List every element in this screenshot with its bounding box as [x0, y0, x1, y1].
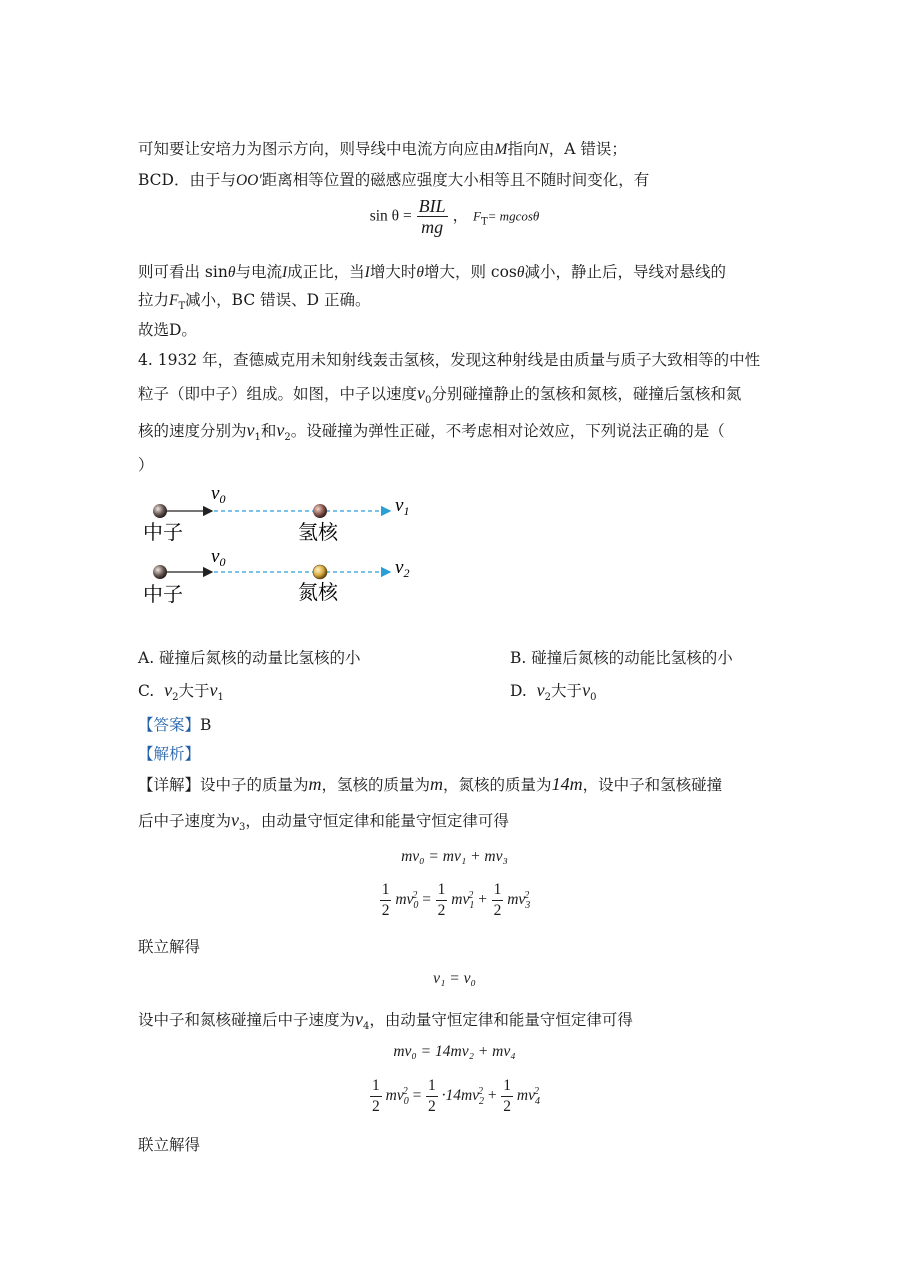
neutron-label-2: 中子	[143, 584, 183, 606]
question-4-line-4: ）	[138, 456, 154, 474]
neutron-ball-1	[153, 504, 167, 518]
equation-1: sin θ = $\frac{\text{BIL}}{mg}$ ， $F_T= mgcos\theta$	[369, 196, 540, 237]
option-c[interactable]: C. $v_2$大于$v_1$	[138, 680, 224, 704]
detail-line-3: 设中子和氮核碰撞后中子速度为$v_4$，由动量守恒定律和能量守恒定律可得	[138, 1009, 633, 1033]
text-line-5: 故选D。	[138, 321, 197, 339]
fraction-bil-mg: $\frac{\text{BIL}}{mg}$	[418, 196, 446, 237]
equation-result-1: v₁ = v₀	[433, 970, 476, 987]
hydrogen-nucleus-ball	[313, 504, 327, 518]
neutron-ball-2	[153, 565, 167, 579]
text-line-4: 拉力$F_T$减小，BC 错误、D 正确。	[138, 291, 371, 313]
question-4-line-2: 粒子（即中子）组成。如图，中子以速度$v_0$分别碰撞静止的氢核和氮核，碰撞后氢核和氮	[138, 383, 742, 407]
nitrogen-label: 氮核	[298, 582, 338, 604]
detail-line-2: 后中子速度为$v_3$，由动量守恒定律和能量守恒定律可得	[138, 810, 509, 834]
collision-figure	[0, 482, 909, 612]
analysis-tag: 【解析】	[138, 745, 201, 763]
detail-line-1: 【详解】设中子的质量为m，氢核的质量为m，氮核的质量为14m，设中子和氢核碰撞	[138, 774, 723, 794]
solve-line-2: 联立解得	[138, 1136, 201, 1154]
v0-label-1: $v_0$	[211, 483, 226, 506]
equation-energy-2: $\frac{1}{2}$ $mv_0^2$ = $\frac{1}{2}$ $\cdot 14mv_2^2$ + $\frac{1}{2}$ $mv_4^2$	[372, 1077, 540, 1115]
text-line-1: 可知要让安培力为图示方向，则导线中电流方向应由M指向N，A 错误；	[138, 140, 627, 158]
text-line-2: BCD．由于与OO′距离相等位置的磁感应强度大小相等且不随时间变化，有	[138, 171, 650, 189]
answer-tag: 【答案】	[138, 716, 201, 734]
v0-label-2: $v_0$	[211, 546, 226, 569]
v1-label: $v_1$	[395, 495, 410, 518]
hydrogen-label: 氢核	[298, 522, 338, 544]
text-line-3: 则可看出 sinθ与电流I成正比，当I增大时θ增大，则 cosθ减小，静止后，导线对悬线的	[138, 263, 727, 281]
equation-momentum-2: mv₀ = 14mv₂ + mv₄	[393, 1043, 516, 1060]
nitrogen-nucleus-ball	[313, 565, 327, 579]
option-a[interactable]: A. 碰撞后氮核的动量比氢核的小	[138, 649, 361, 667]
detail-tag: 【详解】	[138, 776, 201, 794]
v2-label: $v_2$	[395, 557, 410, 580]
neutron-label-1: 中子	[143, 522, 183, 544]
question-4-line-3: 核的速度分别为$v_1$和$v_2$。设碰撞为弹性正碰，不考虑相对论效应，下列说法正确的是（	[138, 420, 725, 444]
option-d[interactable]: D. $v_2$大于$v_0$	[510, 680, 597, 704]
option-b[interactable]: B. 碰撞后氮核的动能比氢核的小	[510, 649, 733, 667]
question-4-line-1: 4. 1932 年，查德威克用未知射线轰击氢核，发现这种射线是由质量与质子大致相等的中性	[138, 351, 761, 369]
equation-energy-1: $\frac{1}{2}$ $mv_0^2$ = $\frac{1}{2}$ $mv_1^2$ + $\frac{1}{2}$ $mv_3^2$	[381, 881, 531, 919]
analysis-line	[138, 744, 200, 764]
answer-value: B	[200, 716, 212, 734]
answer-line	[138, 715, 211, 735]
equation-momentum-1: mv₀ = mv₁ + mv₃	[401, 848, 508, 865]
solve-line-1: 联立解得	[138, 938, 201, 956]
